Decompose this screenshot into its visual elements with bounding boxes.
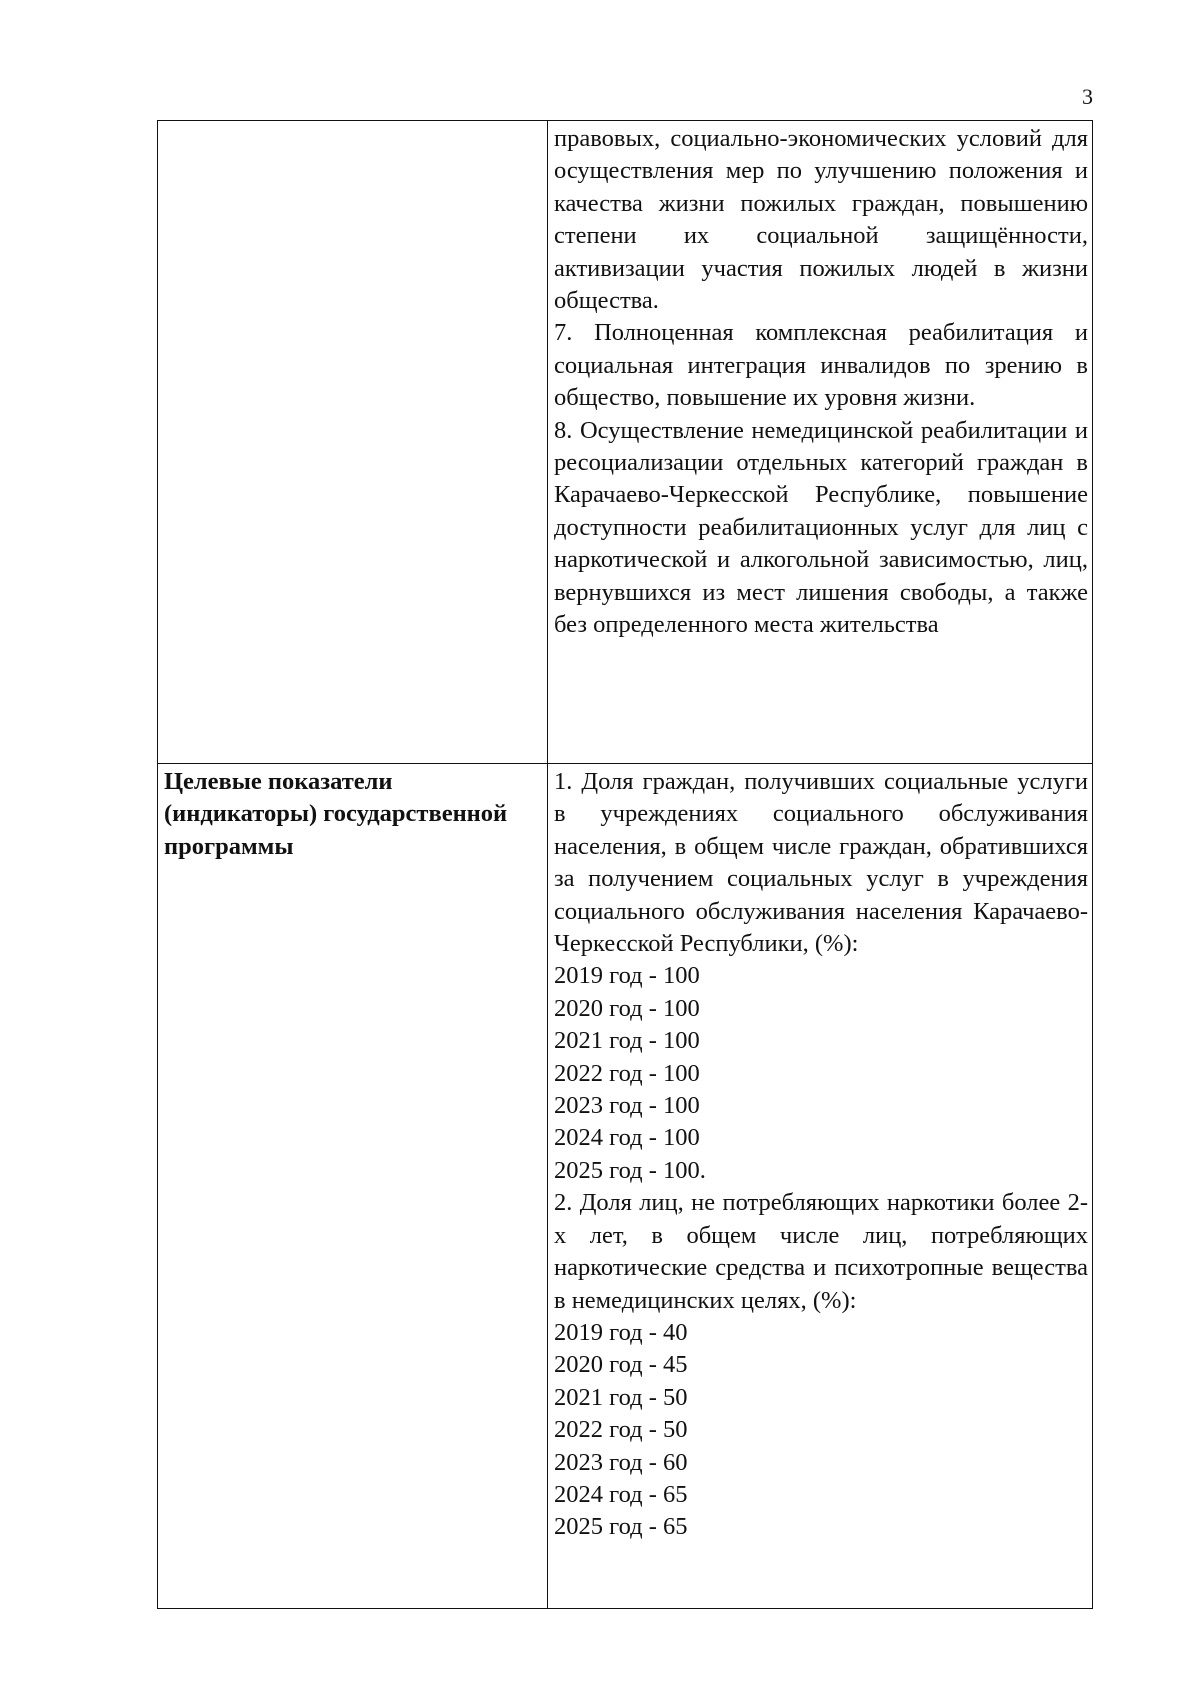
- indicator-year-value: 2020 год - 45: [554, 1351, 688, 1379]
- table-row: [158, 764, 1093, 1609]
- row-content-indicators: [548, 764, 1093, 1609]
- indicator-description: 1. Доля граждан, получивших социальные услуги в учреждениях социального обслуживания населения, в общем числе граждан, обратившихся за получением социальных услуг в учреждения социального обслуживания населения Карачаево-Черкесской Республики, (%):: [554, 768, 1088, 958]
- indicator-year-value: 2022 год - 100: [554, 1059, 700, 1087]
- indicator-year-value: 2024 год - 100: [554, 1124, 700, 1152]
- indicator-year-value: 2021 год - 100: [554, 1027, 700, 1055]
- indicator-year-value: 2023 год - 60: [554, 1448, 688, 1476]
- indicator-year-value: 2021 год - 50: [554, 1383, 688, 1411]
- goal-paragraph: правовых, социально-экономических условий для осуществления мер по улучшению положения и качества жизни пожилых граждан, повышению степени их социальной защищённости, активизации участия пожилых людей в жизни общества.: [554, 125, 1088, 315]
- indicator-year-value: 2020 год - 100: [554, 994, 700, 1022]
- indicator-year-value: 2025 год - 100.: [554, 1156, 706, 1184]
- indicator-year-value: 2022 год - 50: [554, 1416, 688, 1444]
- table-row: [158, 121, 1093, 764]
- program-passport-table: [157, 120, 1093, 1609]
- page-number: 3: [1082, 84, 1093, 109]
- indicator-description: 2. Доля лиц, не потребляющих наркотики более 2-х лет, в общем числе лиц, потребляющих наркотические средства и психотропные вещества в немедицинских целях, (%):: [554, 1189, 1088, 1314]
- indicator-year-value: 2019 год - 40: [554, 1318, 688, 1346]
- indicator-block: [554, 1187, 1088, 1543]
- indicator-year-value: 2025 год - 65: [554, 1513, 688, 1541]
- goal-paragraph: 7. Полноценная комплексная реабилитация и социальная интеграция инвалидов по зрению в общество, повышение их уровня жизни.: [554, 319, 1088, 412]
- indicator-year-value: 2024 год - 65: [554, 1480, 688, 1508]
- indicator-block: [554, 766, 1088, 1187]
- row-label-indicators: Целевые показатели (индикаторы) государственной программы: [158, 764, 548, 1609]
- row-content-goals: [548, 121, 1093, 764]
- indicator-year-value: 2019 год - 100: [554, 962, 700, 990]
- indicator-year-value: 2023 год - 100: [554, 1092, 700, 1120]
- row-label-empty: [158, 121, 548, 764]
- goal-paragraph: 8. Осуществление немедицинской реабилитации и ресоциализации отдельных категорий граждан в Карачаево-Черкесской Республике, повышение доступности реабилитационных услуг для лиц с наркотической и алкогольной зависимостью, лиц, вернувшихся из мест лишения свободы, а также без определенного места жительства: [554, 416, 1088, 639]
